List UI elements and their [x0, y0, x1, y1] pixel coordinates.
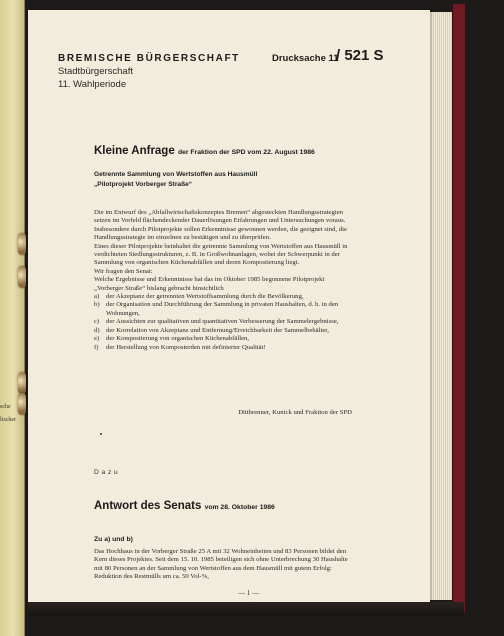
left-page-fragment: sche	[0, 404, 11, 410]
antwort-title-main: Antwort des Senats	[94, 500, 202, 512]
question-text: der Organisation und Durchführung der Sammlung in privaten Haushalten, d. h. in den Wohnungen,	[106, 301, 339, 317]
binder-cover	[452, 4, 465, 612]
anfrage-paragraph: Eines dieser Pilotprojekte beinhaltet die getrennte Sammlung von Wertstoffen aus Hausmüll in verdichteten Siedlungsstrukturen, z. B. in Großwohnanlagen, wobei der Schwerpunkt in der Sammlung von organischen Küchenabfällen und deren Kompostierung liegt.	[94, 242, 348, 267]
anfrage-subject-line-1: Getrennte Sammlung von Wertstoffen aus Hausmüll	[94, 171, 258, 178]
header-line-1: Stadtbürgerschaft	[58, 66, 133, 77]
page-stack-edges	[430, 12, 452, 600]
question-item	[94, 344, 352, 352]
antwort-body	[94, 548, 352, 582]
anfrage-paragraph: Insbesondere durch Pilotprojekte sollen Erkenntnisse gewonnen werden, die geeignet sind, die Handlungsstrategie im einzelnen zu bestätigen und zu überprüfen.	[94, 225, 347, 242]
anfrage-paragraph: Die im Entwurf des „Abfallwirtschaftskonzeptes Bremen“ abgesteckten Handlungsstrategien setzen im Vorfeld flächendeckender Dauerlösungen Erfahrungen und Untersuchungen voraus.	[94, 209, 346, 225]
question-item	[94, 318, 352, 326]
antwort-paragraph: Das Hochhaus in der Vorberger Straße 25 A mit 32 Wohneinheiten und 83 Personen bildet den Kern dieses Projektes. Seit dem 15. 10. 1985 beteiligen sich ohne Unterbrechung 30 Haushalte mit 80 Personen an der Sammlung von Wertstoffen aus dem Hausmüll mit gutem Erfolg: Reduktion des Restmülls um ca. 50 Vol-%,	[94, 548, 348, 581]
question-text: der Akzeptanz der getrennten Wertstoffsammlung durch die Bevölkerung,	[106, 293, 304, 301]
anfrage-body	[94, 209, 352, 352]
question-label: f)	[94, 343, 99, 351]
left-page-edge	[0, 0, 25, 636]
left-page-fragment: lischer	[0, 417, 16, 423]
binder-ring	[18, 266, 26, 288]
anfrage-paragraph: Welche Ergebnisse und Erkenntnisse hat das im Oktober 1985 begonnene Pilotprojekt „Vorberger Straße“ bislang gebracht hinsichtlich	[94, 276, 325, 292]
dazu-label: Dazu	[94, 469, 121, 476]
drucksache-number: / 521 S	[336, 47, 384, 64]
anfrage-subject-line-2: „Pilotprojekt Vorberger Straße“	[94, 181, 193, 188]
question-label: b)	[94, 301, 100, 309]
anfrage-title-suffix: der Fraktion der SPD vom 22. August 1986	[177, 149, 315, 156]
question-label: c)	[94, 318, 100, 326]
anfrage-paragraph: Wir fragen den Senat:	[94, 267, 153, 275]
question-item	[94, 327, 352, 335]
page-number: — 1 —	[238, 589, 259, 597]
question-label: a)	[94, 293, 100, 301]
anfrage-title	[94, 145, 315, 157]
question-text: der Kompostierung von organischen Küchenabfällen,	[106, 335, 250, 343]
header-organization: BREMISCHE BÜRGERSCHAFT	[58, 53, 240, 64]
antwort-title	[94, 500, 275, 512]
binder-ring	[18, 372, 26, 394]
question-item	[94, 293, 352, 301]
binder-bottom	[28, 602, 464, 616]
speck-mark	[100, 433, 102, 435]
question-text: der Korrelation von Akzeptanz und Entfernung/Erreichbarkeit der Sammelbehälter,	[106, 326, 329, 334]
question-label: d)	[94, 326, 100, 334]
question-text: der Aussichten zur qualitativen und quantitativen Verbesserung der Sammelergebnisse,	[106, 318, 339, 326]
question-item	[94, 335, 352, 343]
document-page	[28, 10, 430, 602]
header-line-2: 11. Wahlperiode	[58, 79, 127, 90]
drucksache-label: Drucksache 11	[272, 53, 339, 64]
question-label: e)	[94, 335, 100, 343]
anfrage-title-main: Kleine Anfrage	[94, 145, 175, 157]
anfrage-signature: Dittbrenner, Kunick und Fraktion der SPD	[238, 409, 352, 416]
antwort-subhead: Zu a) und b)	[94, 536, 133, 543]
binder-ring	[18, 393, 26, 415]
question-item	[94, 301, 352, 318]
binder-ring	[18, 233, 26, 255]
question-text: der Herstellung von Komposterden mit definierter Qualität!	[106, 343, 266, 351]
antwort-title-suffix: vom 28. Oktober 1986	[204, 504, 275, 511]
